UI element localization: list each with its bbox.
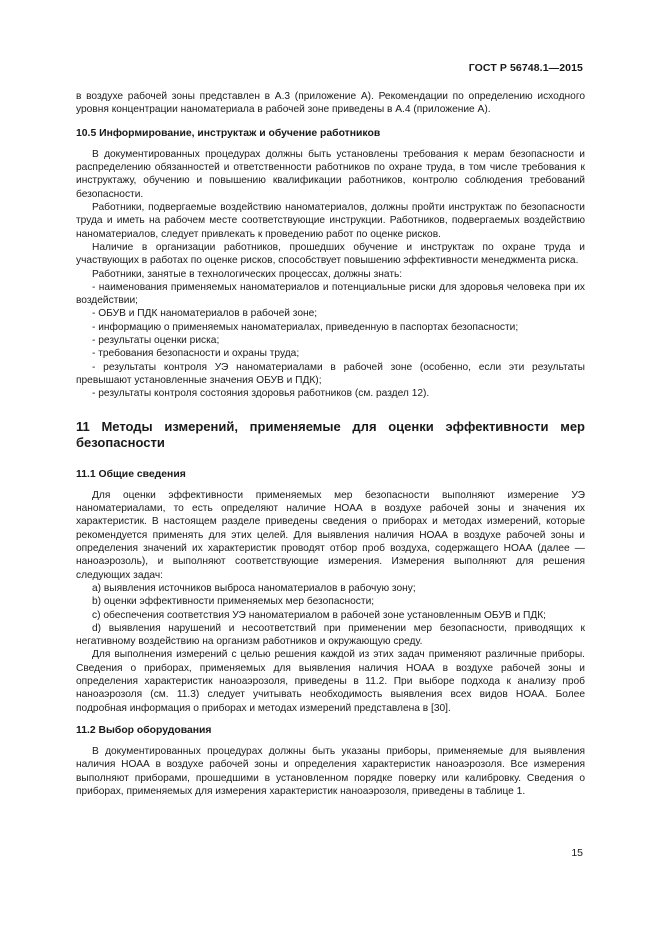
- page-number: 15: [571, 847, 583, 859]
- list-item: - результаты контроля УЭ наноматериалами в рабочей зоне (особенно, если эти результаты превышают установленные значения ОБУВ и ПДК);: [76, 361, 585, 386]
- paragraph: в воздухе рабочей зоны представлен в А.3 (приложение А). Рекомендации по определению исходного уровня концентрации наноматериала в рабочей зоне приведены в А.4 (приложение А).: [76, 91, 585, 116]
- paragraph: В документированных процедурах должны быть установлены требования к мерам безопасности и распределению обязанностей и ответственности работников по охране труда, в том числе требования к инструктажу, обучению и повышению квалификации работников, контролю соблюдения требований безопасности.: [76, 148, 585, 200]
- list-item: - результаты контроля состояния здоровья работников (см. раздел 12).: [92, 388, 430, 400]
- paragraph: Для оценки эффективности применяемых мер безопасности выполняют измерение УЭ наноматериалами, то есть определяют наличие НОАА в воздухе рабочей зоны и значения их характеристик. В настоящем разделе приведены сведения о приборах и методах измерений, которые рекомендуется применять для этих целей. Для выявления наличия НОАА в воздухе рабочей зоны и определения значений их характеристик проводят отбор проб воздуха, содержащего НОАА (далее — наноаэрозоль), и выполняют соответствующие измерения. Измерения выполняют для решения следующих задач:: [76, 489, 585, 581]
- section-heading-11-2: 11.2 Выбор оборудования: [76, 724, 212, 736]
- document-code: ГОСТ Р 56748.1—2015: [468, 62, 583, 74]
- list-item: c) обеспечения соответствия УЭ наноматериалом в рабочей зоне установленным ОБУВ и ПДК;: [92, 609, 546, 621]
- section-heading-11: 11 Методы измерений, применяемые для оценки эффективности мер безопасности: [76, 418, 585, 451]
- paragraph: Работники, подвергаемые воздействию наноматериалов, должны пройти инструктаж по безопасности труда и иметь на рабочем месте соответствующие инструкции. Работников, подвергаемых воздействию наноматериалов, следует привлекать к проведению работ по оценке рисков.: [76, 202, 585, 240]
- list-item: b) оценки эффективности применяемых мер безопасности;: [92, 596, 375, 608]
- list-item: - информацию о применяемых наноматериалах, приведенную в паспортах безопасности;: [92, 321, 519, 333]
- list-item: - наименования применяемых наноматериалов и потенциальные риски для здоровья человека при их воздействии;: [76, 281, 585, 307]
- section-heading-11-1: 11.1 Общие сведения: [76, 468, 186, 480]
- paragraph: Работники, занятые в технологических процессах, должны знать:: [92, 268, 403, 280]
- list-item: - результаты оценки риска;: [92, 335, 220, 347]
- list-item: a) выявления источников выброса наноматериалов в рабочую зону;: [92, 582, 416, 594]
- section-heading-10-5: 10.5 Информирование, инструктаж и обучение работников: [76, 127, 381, 139]
- document-body: [76, 90, 585, 798]
- list-item: - ОБУВ и ПДК наноматериалов в рабочей зоне;: [92, 308, 318, 320]
- list-item: d) выявления нарушений и несоответствий при применении мер безопасности, приводящих к негативному воздействию на организм работников и окружающую среду.: [76, 622, 585, 648]
- paragraph: Наличие в организации работников, прошедших обучение и инструктаж по охране труда и участвующих в работах по оценке рисков, способствует повышению эффективности менеджмента риска.: [76, 241, 585, 267]
- list-item: - требования безопасности и охраны труда;: [92, 348, 300, 360]
- paragraph: В документированных процедурах должны быть указаны приборы, применяемые для выявления наличия НОАА в воздухе рабочей зоны и определения характеристик наноаэрозоля. Все измерения выполняют приборами, прошедшими в установленном порядке поверку или калибровку. Сведения о приборах, применяемых для измерения характеристик наноаэрозоля, приведены в таблице 1.: [76, 746, 585, 798]
- paragraph: Для выполнения измерений с целью решения каждой из этих задач применяют различные приборы. Сведения о приборах, применяемых для выявления наличия НОАА в воздухе рабочей зоны и определения характеристик наноаэрозоля, приведены в 11.2. При выборе подхода к анализу проб наноаэрозоля (см. 11.3) следует учитывать необходимость выявления всех видов НОАА. Более подробная информация о приборах и методах измерений представлена в [30].: [76, 649, 585, 714]
